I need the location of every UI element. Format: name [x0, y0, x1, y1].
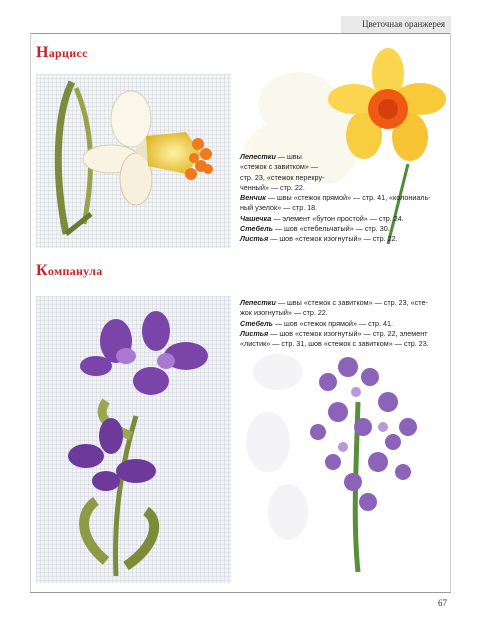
- campanula-embroidery-photo: [36, 296, 231, 583]
- bottom-rule: [30, 592, 451, 593]
- title-initial: Н: [36, 44, 49, 61]
- term: Лепестки: [240, 152, 276, 161]
- term: Стебель: [240, 224, 273, 234]
- desc-text: — элемент «бутон простой» — стр. 24.: [271, 213, 404, 223]
- campanula-reference-photo: [238, 332, 448, 582]
- desc-text: — швы «стежок с завитком» — стр. 23, «сте-: [275, 298, 428, 307]
- desc-text: жок изогнутый» — стр. 22.: [240, 308, 328, 318]
- header-rule: [30, 33, 451, 34]
- left-rule: [30, 33, 31, 593]
- right-rule: [450, 33, 451, 593]
- desc-text: стр. 23, «стежок перекру-: [240, 172, 325, 182]
- desc-line: [240, 214, 440, 224]
- term: Лепестки: [240, 298, 276, 307]
- desc-line: [240, 152, 440, 162]
- desc-text: — шов «стежок изогнутый» — стр. 22.: [268, 234, 398, 244]
- desc-line: [240, 193, 440, 203]
- section-title-campanula: [36, 262, 103, 280]
- desc-text: — шов «стежок прямой» — стр. 41.: [272, 318, 393, 328]
- desc-line: [240, 173, 440, 183]
- term: Чашечка: [240, 213, 272, 223]
- title-rest: арцисс: [48, 46, 88, 60]
- desc-text: — шов «стебельчатый» — стр. 30.: [272, 224, 390, 234]
- page-number: 67: [438, 598, 447, 608]
- desc-line: [240, 183, 440, 193]
- desc-line: [240, 308, 440, 318]
- desc-text: — швы: [275, 152, 302, 161]
- desc-line: [240, 162, 440, 172]
- desc-text: — швы «стежок прямой» — стр. 41, «колониаль-: [265, 193, 431, 203]
- desc-text: «листик» — стр. 31, шов «стежок с завитком» — стр. 23.: [240, 339, 429, 349]
- desc-line: [240, 203, 440, 213]
- desc-line: [240, 298, 440, 308]
- desc-text: — шов «стежок изогнутый» — стр. 22, элемент: [268, 328, 428, 338]
- narcissus-embroidery-photo: [36, 74, 231, 248]
- title-rest: омпанула: [47, 264, 103, 278]
- desc-text: ченный» — стр. 22.: [240, 182, 305, 192]
- running-title: Цветочная оранжерея: [361, 19, 445, 29]
- desc-text: «стежок с завитком» —: [240, 162, 319, 172]
- narcissus-description: [240, 152, 440, 245]
- term: Листья: [240, 328, 269, 338]
- term: Венчик: [240, 193, 266, 203]
- term: Стебель: [240, 318, 273, 328]
- desc-line: [240, 234, 440, 244]
- desc-line: [240, 319, 440, 329]
- desc-text: ный узелок» — стр. 18.: [240, 203, 318, 213]
- term: Листья: [240, 234, 269, 244]
- desc-line: [240, 224, 440, 234]
- section-title-narcissus: [36, 44, 88, 62]
- title-initial: К: [36, 262, 48, 279]
